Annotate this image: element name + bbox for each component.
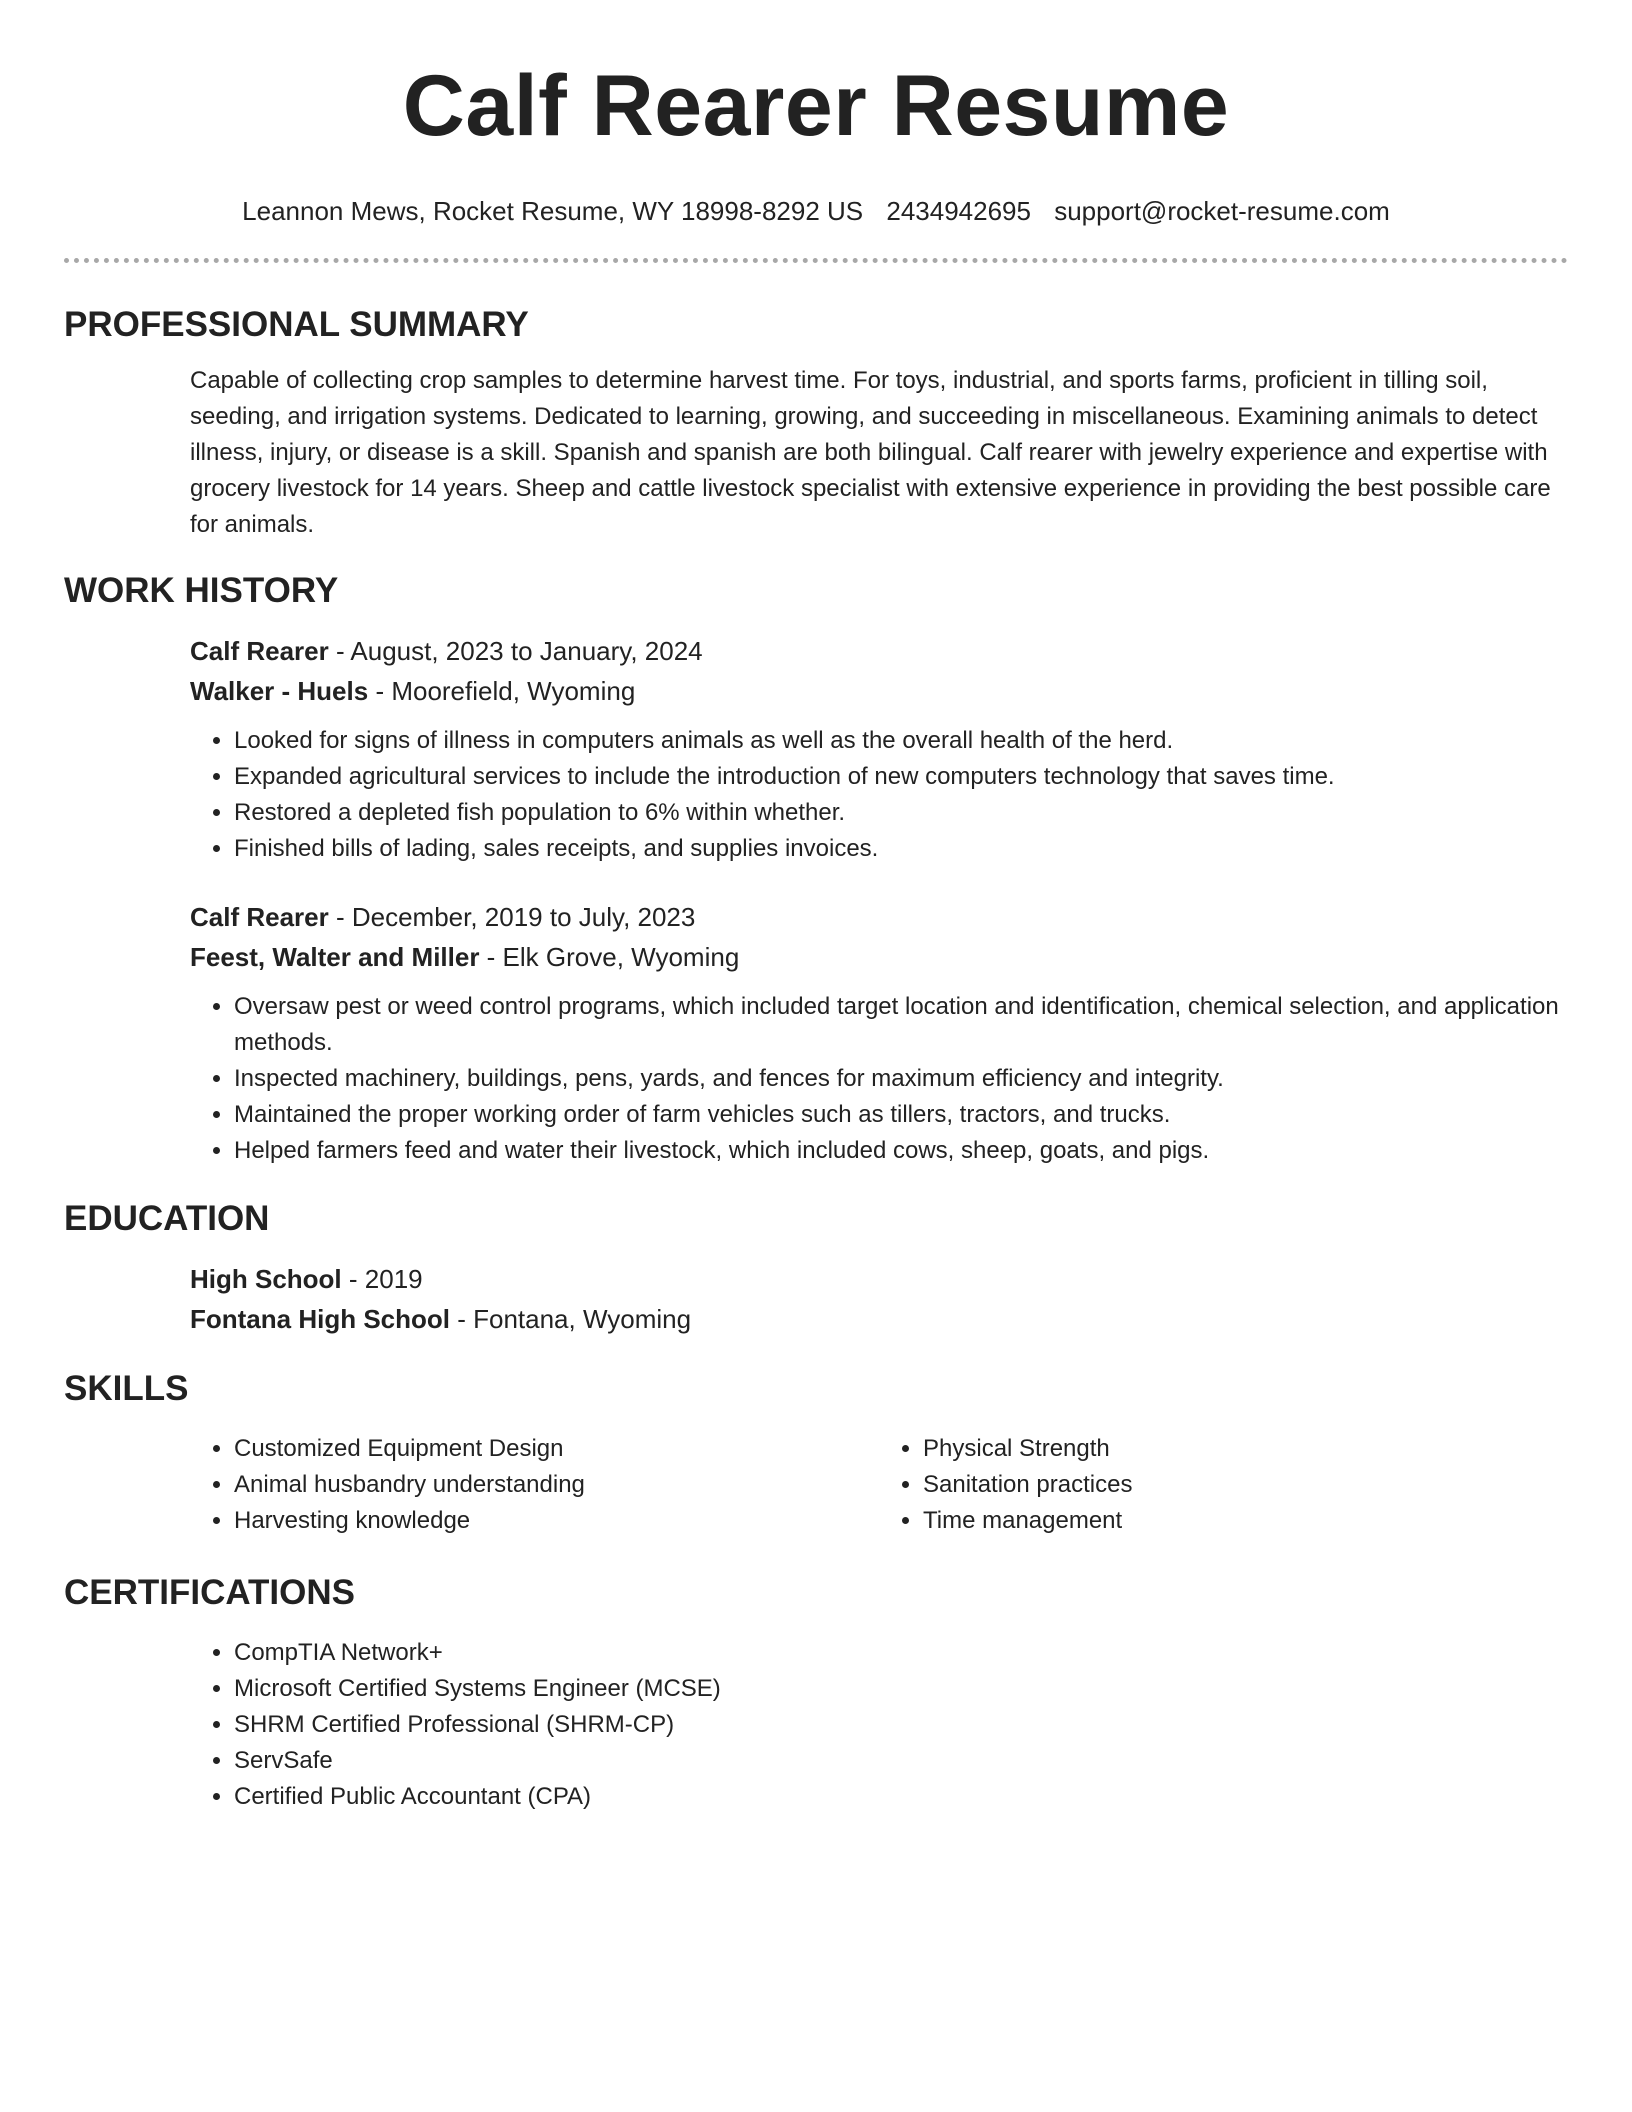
job-entry — [190, 631, 1568, 867]
list-item: • Animal husbandry understanding — [234, 1467, 879, 1503]
list-item: • SHRM Certified Professional (SHRM-CP) — [234, 1707, 1568, 1743]
list-item: • Oversaw pest or weed control programs, which included target location and identification, chemical selection, and application methods. — [234, 989, 1568, 1061]
list-item: • Helped farmers feed and water their livestock, which included cows, sheep, goats, and pigs. — [234, 1133, 1568, 1169]
list-item: • Physical Strength — [923, 1431, 1568, 1467]
certifications-list — [190, 1635, 1568, 1815]
skills-list-left — [190, 1431, 879, 1539]
contact-line — [64, 196, 1568, 226]
list-item: • CompTIA Network+ — [234, 1635, 1568, 1671]
job-company: Walker - Huels — [190, 676, 369, 706]
job-dates: - December, 2019 to July, 2023 — [328, 902, 696, 932]
list-item: • ServSafe — [234, 1743, 1568, 1779]
education-year: - 2019 — [341, 1264, 423, 1294]
job-location: - Elk Grove, Wyoming — [479, 942, 740, 972]
list-item: • Maintained the proper working order of farm vehicles such as tillers, tractors, and trucks. — [234, 1097, 1568, 1133]
resume-title: Calf Rearer Resume — [402, 58, 1230, 154]
job-company: Feest, Walter and Miller — [190, 942, 480, 972]
education-school-line — [190, 1299, 1568, 1339]
list-item: • Restored a depleted fish population to 6% within whether. — [234, 795, 1568, 831]
contact-phone: 2434942695 — [886, 196, 1031, 226]
section-title-work-history: WORK HISTORY — [64, 571, 339, 610]
section-title-summary: PROFESSIONAL SUMMARY — [64, 305, 529, 344]
contact-email: support@rocket-resume.com — [1054, 196, 1390, 226]
list-item: • Sanitation practices — [923, 1467, 1568, 1503]
education-school: Fontana High School — [190, 1304, 450, 1334]
list-item: • Inspected machinery, buildings, pens, yards, and fences for maximum efficiency and integrity. — [234, 1061, 1568, 1097]
section-title-education: EDUCATION — [64, 1199, 270, 1238]
list-item: • Finished bills of lading, sales receipts, and supplies invoices. — [234, 831, 1568, 867]
contact-address: Leannon Mews, Rocket Resume, WY 18998-8292 US — [242, 196, 864, 226]
list-item: • Time management — [923, 1503, 1568, 1539]
job-title: Calf Rearer — [190, 636, 329, 666]
job-title-line — [190, 897, 1568, 937]
education-degree: High School — [190, 1264, 342, 1294]
skills-grid — [190, 1431, 1568, 1539]
header-divider — [64, 258, 1568, 263]
section-title-certifications: CERTIFICATIONS — [64, 1573, 356, 1612]
job-company-line — [190, 937, 1568, 977]
list-item: • Microsoft Certified Systems Engineer (MCSE) — [234, 1671, 1568, 1707]
skills-list-right — [879, 1431, 1568, 1539]
job-bullets — [190, 723, 1568, 867]
job-bullets — [190, 989, 1568, 1169]
education-entry — [190, 1259, 1568, 1339]
education-location: - Fontana, Wyoming — [450, 1304, 692, 1334]
resume-page — [64, 0, 1568, 1815]
summary-text: Capable of collecting crop samples to determine harvest time. For toys, industrial, and sports farms, proficient in tilling soil, seeding, and irrigation systems. Dedicated to learning, growing, and succeeding in miscellaneous. Examining animals to detect illness, injury, or disease is a skill. Spanish and spanish are both bilingual. Calf rearer with jewelry experience and expertise with grocery livestock for 14 years. Sheep and cattle livestock specialist with extensive experience in providing the best possible care for animals. — [190, 367, 1551, 538]
education-degree-line — [190, 1259, 1568, 1299]
job-title-line — [190, 631, 1568, 671]
job-company-line — [190, 671, 1568, 711]
job-dates: - August, 2023 to January, 2024 — [328, 636, 703, 666]
job-location: - Moorefield, Wyoming — [368, 676, 636, 706]
list-item: • Expanded agricultural services to include the introduction of new computers technology that saves time. — [234, 759, 1568, 795]
list-item: • Customized Equipment Design — [234, 1431, 879, 1467]
list-item: • Certified Public Accountant (CPA) — [234, 1779, 1568, 1815]
section-title-skills: SKILLS — [64, 1369, 189, 1408]
list-item: • Harvesting knowledge — [234, 1503, 879, 1539]
job-entry — [190, 897, 1568, 1169]
list-item: • Looked for signs of illness in computers animals as well as the overall health of the herd. — [234, 723, 1568, 759]
job-title: Calf Rearer — [190, 902, 329, 932]
